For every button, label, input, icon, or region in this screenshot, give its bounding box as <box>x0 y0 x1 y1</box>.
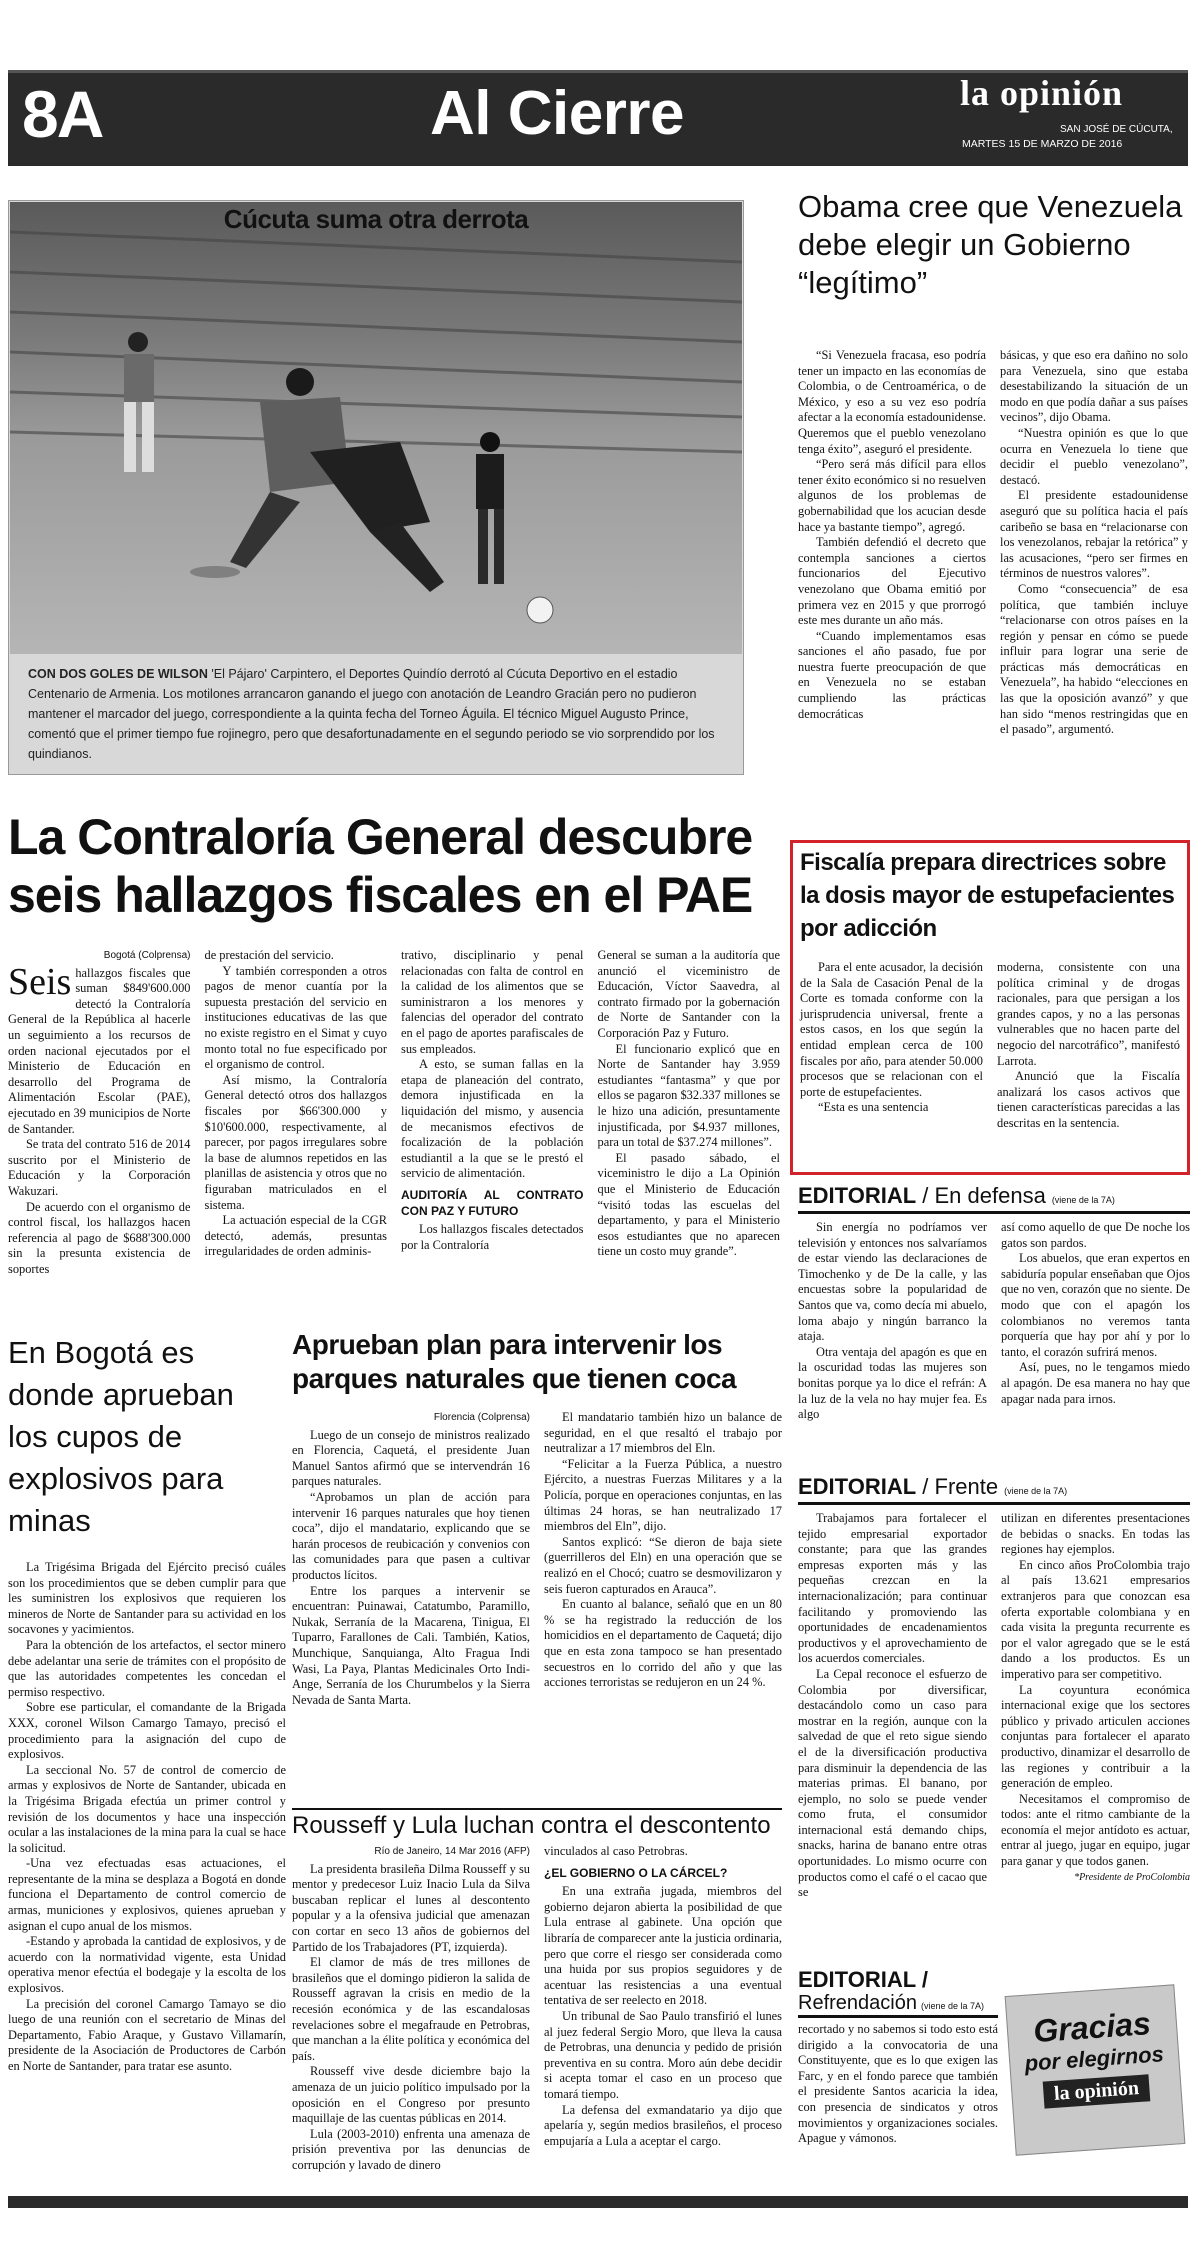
editorial-paragraph: utilizan en diferentes presentaciones de bebidas o snacks. En todas las regiones hay ejemplos. <box>1001 1511 1190 1557</box>
editorial-paragraph: En cinco años ProColombia trajo al país 13.621 empresarios extranjeros para que conozcan esa oferta exportable colombiana y en cada visita la pregunta recurrente es por el valor agregado que se le está dando a los productos. Es un imperativo para ser competitivo. <box>1001 1557 1190 1681</box>
rousseff-body <box>292 1844 782 2173</box>
contraloria-paragraph: de prestación del servicio. <box>204 948 334 962</box>
editorial-paragraph: Los abuelos, que eran expertos en sabiduría popular enseñaban que Ojos que no ven, corazón que no siente. De modo que con el apagón los colombianos no veremos tanta porquería que hay por ahí y por lo tanto, el corazón sufrirá menos. <box>1001 1251 1190 1359</box>
obama-paragraph: “Cuando implementamos esas sanciones el año pasado, fue por nuestra fuerte preocupación de que en Venezuela no se estaban cumpliendo las prácticas democráticas <box>798 628 986 721</box>
photo-caption <box>28 664 728 764</box>
page-number: 8A <box>22 77 103 151</box>
parques-dateline: Florencia (Colprensa) <box>433 1412 530 1423</box>
photo-title: Cúcuta suma otra derrota <box>223 204 529 234</box>
editorial-paragraph: Sin energía no podríamos ver televisión y entonces nos salvaríamos de estar viendo las declaraciones de Timochenko y de De la calle, y las encuestas sobre la popularidad de Santos que va, como decía mi abuelo, loma abajo y ningún barranco la ataja. <box>798 1220 987 1344</box>
fiscalia-body <box>800 960 1180 1132</box>
obama-paragraph: “Nuestra opinión es que lo que ocurra en Venezuela lo tiene que decidir el pueblo venezolano”, destacó. <box>1000 425 1188 487</box>
editorial-title: Refrendación <box>798 1992 917 2014</box>
newspaper-logo: la opinión <box>960 73 1124 113</box>
obama-paragraph: básicas, y que eso era dañino no solo para Venezuela, sino que estaba desestabilizando la situación de un modo en que podía dañar a sus países vecinos”, dijo Obama. <box>1000 348 1188 425</box>
ad-line-1: Gracias <box>1032 2005 1152 2050</box>
contraloria-paragraph: trativo, disciplinario y penal relacionadas con falta de control en la calidad de los alimentos que se suministraron a los menores y falencias del operador del contrato en el pago de aportes parafiscales de sus empleados. <box>401 948 584 1056</box>
editorial-paragraph: Otra ventaja del apagón es que en la oscuridad todas las mujeres son bonitas porque ya lo dice el refrán: A la luz de la vela no hay mujer fea. Es algo <box>798 1344 987 1422</box>
parques-paragraph: “Aprobamos un plan de acción para intervenir 16 parques naturales que hoy tienen coca”, dijo el mandatario, explicando que se harán procesos de reubicación y convenios con las comunidades para que pasen a cultivar productos lícitos. <box>292 1489 530 1582</box>
caption-text: 'El Pájaro' Carpintero, el Deportes Quindío derrotó al Cúcuta Deportivo en el estadio Centenario de Armenia. Los motilones arrancaron ganando el juego con anotación de Leandro Gracián pero no pudieron mantener el marcador del juego, correspondiente a la quinta fecha del Torneo Águila. El técnico Miguel Augusto Prince, comentó que el primer tiempo fue rojinegro, pero que desafortunadamente en el segundo periodo se vio sorprendido por los quindianos. <box>28 667 715 761</box>
editorial-note: (viene de la 7A) <box>1004 1486 1068 1496</box>
editorial-signature: *Presidente de ProColombia <box>1074 1871 1190 1883</box>
contraloria-headline: La Contraloría General descubre seis hallazgos fiscales en el PAE <box>8 809 753 923</box>
editorial-label: EDITORIAL / <box>798 1967 928 1992</box>
contraloria-paragraph: A esto, se suman fallas en la etapa de planeación del contrato, demora injustificada en la liquidación del mismo, y ausencia de mecanismos efectivos de focalización de la población estudiantil a la que se le prestó el servicio de alimentación. <box>401 1057 584 1181</box>
parques-paragraph: Santos explicó: “Se dieron de baja siete (guerrilleros del Eln) en una operación que se realizó en el Chocó; cuatro se desmovilizaron y seis fueron capturados en Arauca”. <box>544 1534 782 1596</box>
contraloria-paragraph: El funcionario explicó que en Norte de Santander hay 3.959 estudiantes “fantasma” y que por ellos se pagaron $32.337 millones se le hizo una adición, presuntamente injustificada, por $4.937 millones, para un total de $37.274 millones”. <box>597 1041 780 1150</box>
drop-cap: Seis <box>8 960 72 1003</box>
contraloria-body <box>8 948 780 1277</box>
parques-headline: Aprueban plan para intervenir los parques naturales que tienen coca <box>292 1329 737 1394</box>
bogota-paragraph: La seccional No. 57 de control de comercio de armas y explosivos de Norte de Santander, ubicada en la Trigésima Brigada efectúa un primer control y revisión de los documentos y hace una inspección ocular a las instalaciones de la mina para la cual se hace la solicitud. <box>8 1762 286 1855</box>
rousseff-paragraph: El clamor de más de tres millones de brasileños que el domingo pidieron la salida de Rousseff agravan la crisis en medio de la recesión económica y de las escandalosas revelaciones sobre el megafraude en Petrobras, que manchan a la élite política y económica del país. <box>292 1955 530 2063</box>
editorial-label: EDITORIAL <box>798 1183 917 1208</box>
contraloria-lead-text: hallazgos fiscales que suman $849'600.000 detectó la Contraloría General de la República al hacerle un seguimiento a los recursos de orden nacional ejecutados por el Ministerio de Educación en desarrollo del Programa de Alimentación Escolar (PAE), ejecutado en 39 municipios de Norte de Santander. <box>8 965 191 1136</box>
contraloria-paragraph: Así mismo, la Contraloría General detectó otros dos hallazgos fiscales por $66'300.000 y $10'600.000, respectivamente, al parecer, por pagos irregulares sobre la base de alumnos repetidos en las planillas de asistencia y otros que no figuraban matriculados en el sistema. <box>204 1072 387 1212</box>
contraloria-subhead: AUDITORÍA AL CONTRATO CON PAZ Y FUTURO <box>401 1187 584 1218</box>
section-title: Al Cierre <box>430 79 684 148</box>
editorial-paragraph: Así, pues, no le tengamos miedo al apagón. De esa manera no hay que apagar nada para irnos. <box>1001 1360 1190 1406</box>
rousseff-headline: Rousseff y Lula luchan contra el descontento <box>292 1812 771 1839</box>
obama-body <box>798 348 1188 738</box>
rousseff-paragraph: Un tribunal de Sao Paulo transfirió el lunes al juez federal Sergio Moro, que lleva la causa de Petrobras, una denuncia y pedido de prisión preventiva en su contra. Moro aún debe decidir si acepta tomar el caso en un proceso que tomará tiempo. <box>544 2008 782 2101</box>
editorial-title: En defensa <box>934 1183 1046 1208</box>
fiscalia-paragraph: Anunció que la Fiscalía analizará los casos activos que tienen características parecidas a las descritas en la sentencia. <box>997 1069 1180 1130</box>
editorial-paragraph: así como aquello de que De noche los gatos son pardos. <box>1001 1220 1190 1250</box>
fiscalia-paragraph: “Esta es una sentencia <box>818 1100 929 1115</box>
contraloria-paragraph: General se suman a la auditoría que anunció el viceministro de Educación, Víctor Saavedra, al contrato firmado por la gobernación de Norte de Santander con la Corporación Paz y Futuro. <box>597 948 780 1040</box>
obama-paragraph: “Pero será más difícil para ellos tener éxito económico si no resuelven algunos de los problemas de gobernabilidad que los acucian desde hace ya bastante tiempo”, agregó. <box>798 457 986 534</box>
editorial-title: Frente <box>934 1474 999 1499</box>
obama-paragraph: Como “consecuencia” de esa política, que también incluye “relacionarse con otros países en la región y pensar en cómo se puede influir para lograr una serie de prácticas más democráticas en Venezuela”, ha habido “elecciones en las que la oposición avanzó” y que han sido “menos restringidas que en el pasado”, argumentó. <box>1000 581 1188 737</box>
parques-paragraph: El mandatario también hizo un balance de seguridad, en el que resaltó el trabajo por neutralizar a 17 miembros del Eln. <box>544 1410 782 1456</box>
fiscalia-paragraph: moderna, consistente con una política criminal y de drogas racionales, para que persigan a los grandes capos, y no a las personas vulnerables que no hacen parte del negocio del narcotráfico”, manifestó Larrota. <box>997 960 1180 1068</box>
editorial-paragraph: La Cepal reconoce el esfuerzo de Colombia por diversificar, destacándolo como un caso para mostrar en la región, aunque con la salvedad de que el reto sigue siendo el de la diversificación productiva para disminuir la dependencia de las materias primas. El banano, por ejemplo, no solo se puede vender como fruta, el consumidor internacional está demando chips, snacks, harina de banano entre otras oportunidades. Lo mismo ocurre con productos como el café o el cacao que se <box>798 1666 987 1900</box>
stadium-image <box>10 202 742 654</box>
bogota-paragraph: -Estando y aprobada la cantidad de explosivos, y de acuerdo con la normatividad vigente, esta Unidad operativa menor efectúa el bodegaje y la escolta de los explosivos. <box>8 1934 286 1996</box>
obama-paragraph: El presidente estadounidense aseguró que su política hacia el país caribeño se basa en “relacionarse con los venezolanos, rebajar la retórica” y las acusaciones, “pero ser firmes en términos de nuestros valores”. <box>1000 488 1188 581</box>
contraloria-paragraph: El pasado sábado, el viceministro le dijo a La Opinión que el Ministerio de Educación “visitó todas las escuelas del departamento, y para el Ministerio esos estudiantes que no aparecen tiene un costo muy grande”. <box>597 1150 780 1259</box>
editorial-note: (viene de la 7A) <box>1051 1195 1115 1205</box>
ad-line-2: por elegirnos <box>1023 2041 1165 2076</box>
bogota-paragraph: -Una vez efectuadas esas actuaciones, el representante de la mina se desplaza a Bogotá en donde funciona el Departamento de control comercio de armas, municiones y explosivos, quienes aprueban y asignan el cupo anual de los mismos. <box>8 1856 286 1933</box>
rousseff-dateline: Río de Janeiro, 14 Mar 2016 (AFP) <box>374 1846 530 1857</box>
fiscalia-headline: Fiscalía prepara directrices sobre la dosis mayor de estupefacientes por adicción <box>800 849 1175 942</box>
parques-paragraph: “Felicitar a la Fuerza Pública, a nuestro Ejército, a nuestras Fuerzas Militares y a la Policía, porque en operaciones conjuntas, en las últimas 24 horas, se han neutralizado 17 miembros del Eln”, dijo. <box>544 1456 782 1534</box>
obama-headline: Obama cree que Venezuela debe elegir un Gobierno “legítimo” <box>798 189 1183 300</box>
bogota-headline: En Bogotá es donde aprueban los cupos de explosivos para minas <box>8 1335 234 1538</box>
contraloria-paragraph: De acuerdo con el organismo de control fiscal, los hallazgos hacen referencia al pago de $688'300.000 sin la presunta existencia de soportes <box>8 1199 191 1276</box>
bogota-paragraph: La precisión del coronel Camargo Tamayo se dio luego de una reunión con el secretario de Minas del Departamento, Fabio Araque, y Gustavo Villamarín, presidente de la Asociación de Productores de Carbón en Norte de Santander, para tratar ese asunto. <box>8 1996 286 2073</box>
caption-lead: CON DOS GOLES DE WILSON <box>28 667 208 681</box>
contraloria-paragraph: La actuación especial de la CGR detectó, además, presuntas irregularidades de orden adminis- <box>204 1213 387 1259</box>
bogota-paragraph: La Trigésima Brigada del Ejército precisó cuáles son los procedimientos que se deben cumplir para que les suministren los explosivos que requieren los mineros de Norte de Santander para su actividad en los socavones y yacimientos. <box>8 1560 286 1637</box>
masthead-date: MARTES 15 DE MARZO DE 2016 <box>962 138 1123 150</box>
obama-paragraph: “Si Venezuela fracasa, eso podría tener un impacto en las economías de Colombia, o de Centroamérica, o de México, y eso a su vez eso podría afectar a la economía estadounidense. Queremos que el pueblo venezolano tenga éxito”, aseguró el presidente. <box>798 348 986 456</box>
ad-logo: la opinión <box>1043 2074 1150 2108</box>
editorial-label: EDITORIAL <box>798 1474 917 1499</box>
rousseff-paragraph: vinculados al caso Petrobras. <box>544 1844 688 1858</box>
rousseff-rule <box>292 1808 782 1810</box>
parques-body <box>292 1410 782 1708</box>
bogota-paragraph: Para la obtención de los artefactos, el sector minero debe adelantar una serie de trámites con el propósito de que las autoridades competentes les concedan el permiso respectivo. <box>8 1637 286 1699</box>
fiscalia-paragraph: Para el ente acusador, la decisión de la Sala de Casación Penal de la Corte es tomada conforme con la jurisprudencia universal, frente a estos casos, en los que según la entidad emplean cerca de 100 fiscales por año, para atender 50.000 procesos que se relacionan con el porte de estupefacientes. <box>800 960 983 1099</box>
contraloria-paragraph: Y también corresponden a otros pagos de menor cuantía por la supuesta prestación del servicio en instituciones educativas de las que no existe registro en el Simat y cuyo monto total no fue especificado por el organismo de control. <box>204 963 387 1072</box>
contraloria-dateline: Bogotá (Colprensa) <box>103 950 191 961</box>
editorial-paragraph: recortado y no sabemos si todo esto está dirigido a la convocatoria de una Constituyente, que es lo que exigen las Farc, y en el fondo parece que también el presidente Santos acaricia la idea, con presencia de sindicatos y otros movimientos y organizaciones sociales. Apague y vámonos. <box>798 2022 998 2146</box>
editorial-refrendacion <box>798 1968 998 2147</box>
masthead-city: SAN JOSÉ DE CÚCUTA, <box>1060 124 1173 135</box>
editorial-paragraph: Trabajamos para fortalecer el tejido empresarial exportador constante; para que las grandes empresas exporten más y las pequeñas crezcan en la internacionalización; para continuar facilitando y promoviendo las oportunidades de encadenamientos productivos y el aprovechamiento de los acuerdos comerciales. <box>798 1511 987 1666</box>
contraloria-paragraph: Los hallazgos fiscales detectados por la Contraloría <box>401 1222 584 1252</box>
editorial-note: (viene de la 7A) <box>920 2001 985 2011</box>
bogota-body <box>8 1560 286 2075</box>
rousseff-paragraph: Rousseff vive desde diciembre bajo la amenaza de un juicio político impulsado por la oposición en el Congreso por presunto maquillaje de las cuentas públicas en 2014. <box>292 2064 530 2126</box>
rousseff-paragraph: En una extraña jugada, miembros del gobierno dejaron abierta la posibilidad de que Lula entrase al gabinete. Una opción que libraría de comparecer ante la justicia ordinaria, pero que corre el riesgo ser considerada como una huida por sus propios seguidores y de acentuar las resistencias a una eventual tentativa de ser reelecto en 2018. <box>544 1884 782 2008</box>
editorial-paragraph: La coyuntura económica internacional exige que los sectores público y privado articulen acciones conjuntas para fortalecer el aparato productivo, dinamizar el desarrollo de las regiones y contribuir a la generación de empleo. <box>1001 1682 1190 1791</box>
contraloria-lead <box>8 960 191 1138</box>
gracias-ad <box>1005 1984 1186 2155</box>
bottom-bar <box>8 2196 1188 2208</box>
contraloria-paragraph: Se trata del contrato 516 de 2014 suscrito por el Ministerio de Educación y la Corporación Wakuzari. <box>8 1137 191 1198</box>
obama-paragraph: También defendió el decreto que contempla sanciones a ciertos funcionarios del Ejecutivo venezolano que Obama emitió por primera vez en 2015 y que prorrogó este mes durante un año más. <box>798 535 986 628</box>
editorial-paragraph: Necesitamos el compromiso de todos: ante el ritmo cambiante de la economía el mejor antídoto es actuar, entrar al juego, jugar en equipo, jugar para ganar y que todos ganen. <box>1001 1791 1190 1869</box>
editorial-frente: EDITORIAL / Frente (viene de la 7A) Trabajamos para fortalecer el tejido empresarial exportador constante; para que las grandes empresas exporten más y las pequeñas crezcan en la internacionalización; para continuar facilitando y promoviendo las oportunidades de encadenamientos productivos y el aprovechamiento de los acuerdos comerciales. La Cepal reconoce el esfuerzo de Colombia por diversificar, destacándolo como un caso para mostrar en la región, aunque con la salvedad de que el reto sigue siendo el de la diversificación productiva para disminuir la dependencia de las materias primas. El banano, por ejemplo, no solo se puede vender como fruta, el consumidor internacional está demando chips, snacks, harina de banano entre otras oportunidades. Lo mismo ocurre con productos como el café o el cacao que se utilizan en diferentes presentaciones de bebidas o snacks. En todas las regiones hay ejemplos. En cinco años ProColombia trajo al país 13.621 empresarios extranjeros para que conozcan esa oferta exportable colombiana y en cada visita la pregunta recurrente es por el valor agregado que se le está dando a los productos. Es un imperativo para ser competitivo. La coyuntura económica internacional exige que los sectores público y privado articulen acciones conjuntas para fortalecer el aparato productivo, dinamizar el desarrollo de las regiones y contribuir a la generación de empleo. Necesitamos el compromiso de todos: ante el ritmo cambiante de la economía el mejor antídoto es actuar, entrar al juego, jugar en equipo, jugar para ganar y que todos ganen. *Presidente de ProColombia <box>798 1474 1190 1900</box>
bogota-paragraph: Sobre ese particular, el comandante de la Brigada XXX, coronel Wilson Camargo Tamayo, precisó el procedimiento para la asignación del cupo de explosivos. <box>8 1700 286 1762</box>
parques-paragraph: Luego de un consejo de ministros realizado en Florencia, Caquetá, el presidente Juan Manuel Santos afirmó que se intervendrán 16 parques naturales. <box>292 1427 530 1489</box>
sports-photo <box>10 202 742 654</box>
parques-paragraph: En cuanto al balance, señaló que en un 80 % se ha registrado la reducción de los homicidios en el departamento de Caquetá; dijo que en esta zona tampoco se han presentado secuestros en lo corrido del año y que las acciones terroristas se redujeron en un 24 %. <box>544 1597 782 1690</box>
rousseff-paragraph: La presidenta brasileña Dilma Rousseff y su mentor y predecesor Luiz Inacio Lula da Silva buscaban replicar el lunes al descontento popular y a la ofensiva judicial que amenazan con cortar en seco 13 años de gobiernos del Partido de los Trabajadores (PT, izquierda). <box>292 1861 530 1954</box>
editorial-defensa: EDITORIAL / En defensa (viene de la 7A) Sin energía no podríamos ver televisión y entonces nos salvaríamos de estar viendo las declaraciones de Timochenko y de De la calle, y las encuestas sobre la popularidad de Santos que va, como decía mi abuelo, loma abajo y ningún barranco la ataja. Otra ventaja del apagón es que en la oscuridad todas las mujeres son bonitas porque ya lo dice el refrán: A la luz de la vela no hay mujer fea. Es algo así como aquello de que De noche los gatos son pardos. Los abuelos, que eran expertos en sabiduría popular enseñaban que Ojos que no ven, corazón que no siente. De modo que con el apagón los colombianos no veremos tanta porquería que hay por ahí y por lo tanto, el corazón sufrirá menos. Así, pues, no le tengamos miedo al apagón. De esa manera no hay que apagar nada para irnos. <box>798 1183 1190 1422</box>
rousseff-paragraph: Lula (2003-2010) enfrenta una amenaza de prisión preventiva por las denuncias de corrupción y lavado de dinero <box>292 2126 530 2172</box>
rousseff-subhead: ¿EL GOBIERNO O LA CÁRCEL? <box>544 1865 728 1880</box>
rousseff-paragraph: La defensa del exmandatario ya dijo que apelaría y, según medios brasileños, el proceso empujaría a Lula a aceptar el cargo. <box>544 2102 782 2148</box>
parques-paragraph: Entre los parques a intervenir se encuentran: Puinawai, Catatumbo, Paramillo, Nukak, Serranía de la Macarena, Tinigua, El Tuparro, Farallones de Cali. También, Katios, Munchique, Sanquianga, Alto Fragua Indi Wasi, La Paya, Plantas Medicinales Orto Indi-Ange, Serranía de los Churumbelos y la Sierra Nevada de Santa Marta. <box>292 1583 530 1707</box>
